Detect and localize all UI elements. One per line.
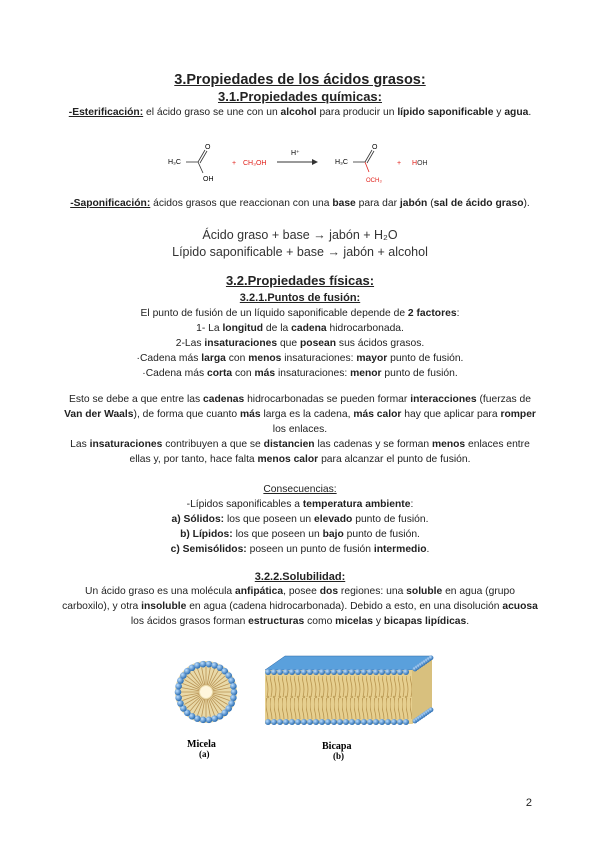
consequence-intro: -Lípidos saponificables a temperatura ambiente:: [186, 499, 414, 510]
page-number: 2: [525, 797, 532, 809]
esterification-reaction: [0, 143, 600, 188]
rule-short-chain: ·Cadena más corta con más insaturaciones: menor punto de fusión.: [142, 368, 458, 379]
heading-physical-properties: 3.2.Propiedades físicas:: [225, 273, 375, 288]
hydroxyl-label: OH: [203, 176, 214, 183]
consequence-semisolids: c) Semisólidos: poseen un punto de fusión intermedio.: [170, 544, 430, 555]
micelle-bilayer-figure: [170, 652, 440, 767]
h3c-label: H₃C: [168, 159, 181, 166]
oxygen-label: O: [205, 144, 211, 151]
micelle-sublabel: (a): [199, 749, 210, 759]
methyl-ester-molecule: [335, 144, 382, 184]
heading-chemical-properties: 3.1.Propiedades químicas:: [217, 89, 382, 104]
plus-sign: +: [397, 160, 402, 167]
methoxy-label: OCH₃: [366, 178, 382, 184]
heading-solubility: 3.2.2.Solubilidad:: [254, 571, 346, 583]
factors-intro: El punto de fusión de un líquido saponificable depende de 2 factores:: [140, 308, 460, 319]
heading-melting-points: 3.2.1.Puntos de fusión:: [239, 292, 361, 304]
bilayer-sublabel: (b): [333, 751, 344, 761]
micelle-label: Micela: [187, 739, 216, 750]
rule-long-chain: ·Cadena más larga con menos insaturaciones: mayor punto de fusión.: [136, 353, 464, 364]
water-label: HOH: [412, 160, 428, 167]
methanol-label: CH₃OH: [243, 160, 267, 167]
factor-1: 1- La longitud de la cadena hidrocarbonada.: [196, 323, 404, 334]
solubility-paragraph: Un ácido graso es una molécula anfipática, posee dos regiones: una soluble en agua (grupo carboxilo), y otra insoluble en agua (cadena hidrocarbonada). Debido a esto, en una disolución acuosa los ácidos grasos forman estructuras como micelas y bicapas lipídicas.: [62, 586, 538, 627]
melting-point-list: [60, 306, 540, 381]
oxygen-label: O: [372, 144, 378, 151]
consequence-lipids: b) Lípidos: los que poseen un bajo punto de fusión.: [180, 529, 420, 540]
esterification-text: -Esterificación: el ácido graso se une con un alcohol para producir un lípido saponificable y agua.: [68, 107, 532, 118]
plus-sign: +: [232, 160, 237, 167]
equation-1: Ácido graso + base → jabón + H₂O: [202, 228, 398, 242]
consequences-title: Consecuencias:: [263, 484, 337, 495]
explanation-paragraph-2: Las insaturaciones contribuyen a que se distancien las cadenas y se forman menos enlaces entre ellas y, por tanto, hace falta menos calor para alcanzar el punto de fusión.: [70, 439, 530, 465]
explanation-paragraph-1: Esto se debe a que entre las cadenas hidrocarbonadas se pueden formar interacciones (fuerzas de Van der Waals), de forma que cuanto más larga es la cadena, más calor hay que aplicar para romper los enlaces.: [64, 394, 536, 435]
h3c-label: H₃C: [335, 159, 348, 166]
saponification-text: -Saponificación: ácidos grasos que reaccionan con una base para dar jabón (sal de ácido graso).: [70, 198, 530, 209]
bilayer-illustration: [265, 655, 433, 725]
consequence-solids: a) Sólidos: los que poseen un elevado punto de fusión.: [171, 514, 429, 525]
micelle-illustration: [175, 661, 238, 723]
catalyst-label: H⁺: [291, 150, 300, 157]
factor-2: 2-Las insaturaciones que posean sus ácidos grasos.: [175, 338, 425, 349]
bilayer-label: Bicapa: [322, 741, 352, 752]
equation-2: Lípido saponificable + base → jabón + alcohol: [172, 245, 428, 259]
section-title: 3.Propiedades de los ácidos grasos:: [174, 72, 426, 88]
consequences-block: [60, 482, 540, 557]
acetic-acid-molecule: [168, 144, 214, 183]
